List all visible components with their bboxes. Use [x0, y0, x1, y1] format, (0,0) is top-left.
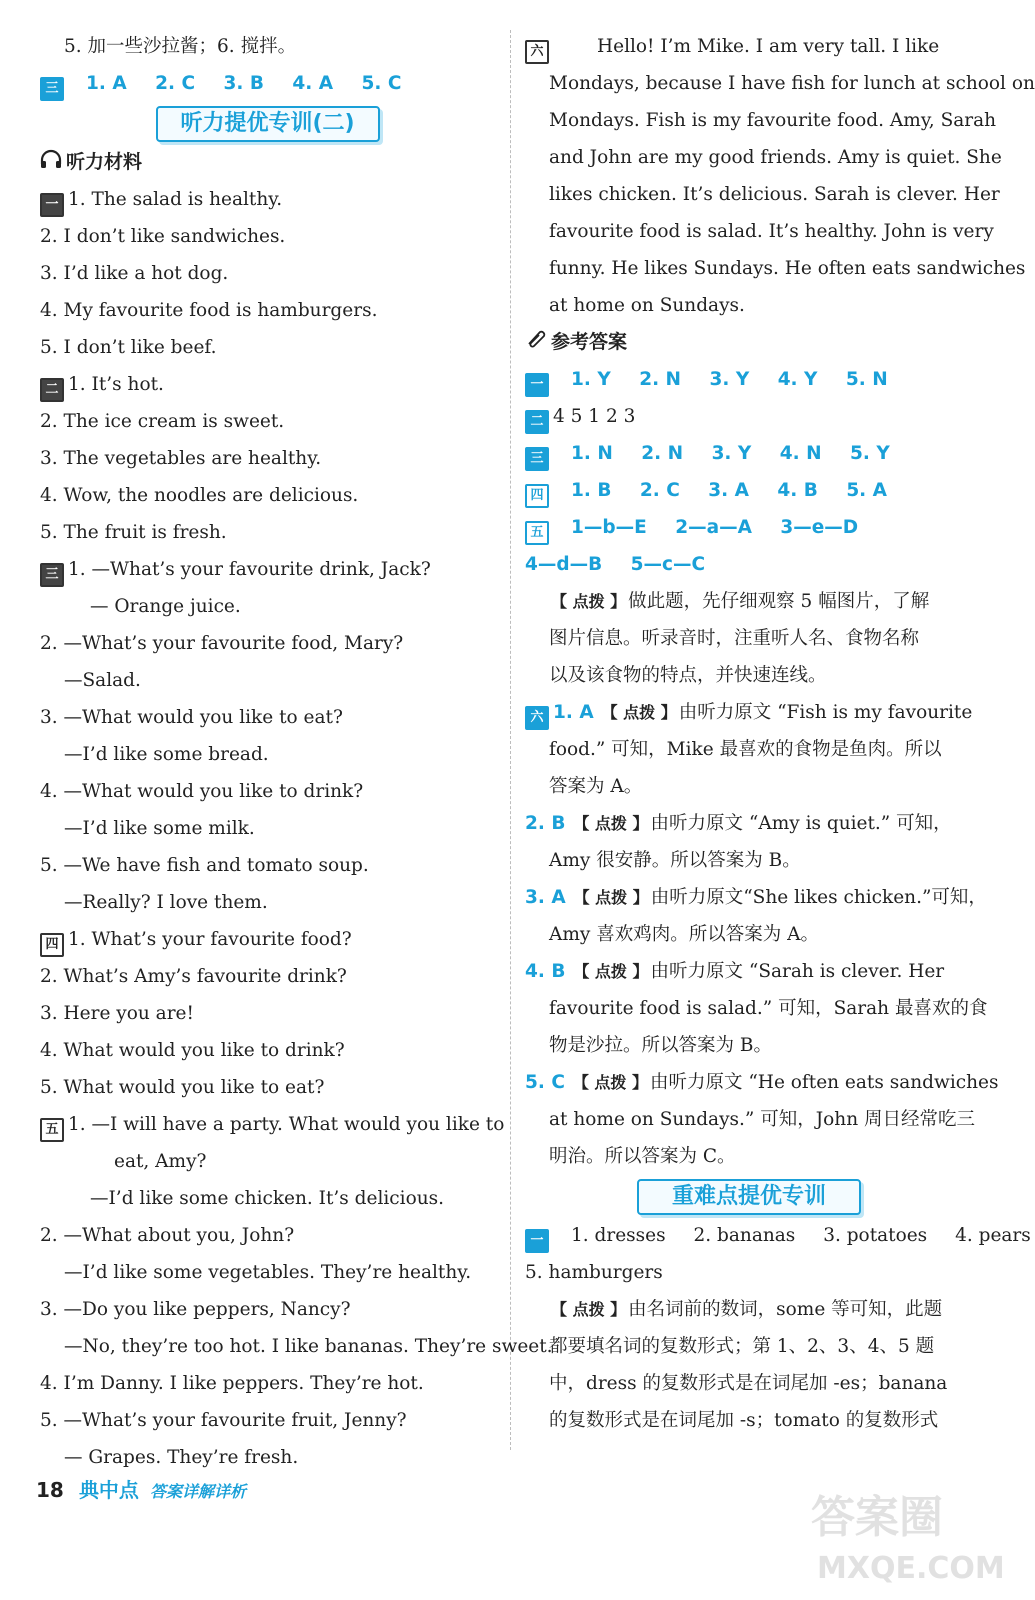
section-banner: 听力提优专训(二) [156, 106, 380, 142]
answer-item: 2. bananas [693, 1225, 796, 1246]
tip-line [525, 805, 973, 842]
list-item: — Orange juice. [90, 596, 241, 617]
answer-item: 1. B [571, 480, 612, 501]
answer-item: 4. pears [955, 1225, 1031, 1246]
list-item: —No, they’re too hot. I like bananas. They’re sweet. [64, 1336, 553, 1357]
line-text: 1. What’s your favourite food? [68, 929, 352, 950]
list-item: 2. I don’t like sandwiches. [40, 226, 286, 247]
answer-row [525, 1217, 1031, 1254]
list-item: and John are my good friends. Amy is quiet. She [549, 147, 1002, 168]
answer-item: 3. Y [711, 443, 752, 464]
list-item: 3. I’d like a hot dog. [40, 263, 229, 284]
tip-line: 都要填名词的复数形式；第 1、2、3、4、5 题 [549, 1336, 935, 1357]
list-item: eat, Amy? [114, 1151, 207, 1172]
tip-label: 【 点拨 】 [573, 888, 649, 907]
paperclip-icon [525, 324, 551, 361]
tip-line: at home on Sundays.” 可知，John 周日经常吃三 [549, 1109, 976, 1130]
text-line: 5. 加一些沙拉酱；6. 搅拌。 [64, 36, 297, 57]
answer-item: 4. N [779, 443, 822, 464]
answer-item: 5—c—C [630, 554, 706, 575]
list-item: 4. Wow, the noodles are delicious. [40, 485, 359, 506]
answer-item: 1. dresses [571, 1225, 666, 1246]
list-item: likes chicken. It’s delicious. Sarah is clever. Her [549, 184, 1000, 205]
answer-row [525, 398, 973, 435]
list-item [40, 551, 495, 588]
answer-item: 2. N [641, 443, 684, 464]
answer-item: 3. Y [709, 369, 750, 390]
list-item [40, 366, 495, 403]
right-column [525, 28, 1035, 1439]
answer-item: 3. potatoes [823, 1225, 928, 1246]
answer-item: 1. A [86, 73, 127, 94]
tip-text: 由听力原文 “Fish is my favourite [678, 702, 973, 723]
list-item: favourite food is salad. It’s healthy. John is very [549, 221, 994, 242]
section-mark: 一 [40, 193, 64, 217]
tip-label: 【 点拨 】 [601, 703, 677, 722]
tip-line [525, 694, 973, 731]
tip-text: 做此题，先仔细观察 5 幅图片，了解 [628, 591, 930, 612]
tip-line [525, 583, 973, 620]
answer-item: 1—b—E [571, 517, 647, 538]
answer-item: 4. A [292, 73, 334, 94]
tip-line: 图片信息。听录音时，注重听人名、食物名称 [549, 628, 920, 649]
section-mark: 三 [525, 447, 549, 471]
answer-row [525, 472, 973, 509]
answer-item: 1. N [571, 443, 613, 464]
watermark-text: 答案圈 [811, 1492, 943, 1543]
tip-text: 由听力原文 “He often eats sandwiches [649, 1072, 999, 1093]
tip-line [525, 1291, 973, 1328]
list-item [40, 181, 495, 218]
section-mark: 四 [40, 933, 64, 957]
tip-label: 【 点拨 】 [551, 592, 627, 611]
tip-text: 由听力原文 “Sarah is clever. Her [650, 961, 945, 982]
tip-line: food.” 可知，Mike 最喜欢的食物是鱼肉。所以 [549, 739, 942, 760]
answer-item: 3. A [708, 480, 749, 501]
brand-logo: 典中点 [78, 1478, 139, 1502]
section-title-text: 参考答案 [551, 331, 628, 353]
answer-item: 4. Y [777, 369, 818, 390]
section-title [525, 324, 973, 361]
answer-item: 2. C [639, 480, 680, 501]
list-item: 5. The fruit is fresh. [40, 522, 227, 543]
list-item: at home on Sundays. [549, 295, 745, 316]
list-item: 2. —What about you, John? [40, 1225, 295, 1246]
page-number: 18 [36, 1478, 64, 1502]
section-title-text: 听力材料 [66, 151, 143, 173]
list-item: —I’d like some chicken. It’s delicious. [90, 1188, 445, 1209]
answer-item: 5. Y [850, 443, 890, 464]
section-mark: 五 [525, 521, 549, 545]
list-item: 4. —What would you like to drink? [40, 781, 364, 802]
list-item: —Salad. [64, 670, 141, 691]
answer-item: 1. Y [571, 369, 611, 390]
list-item: 5. I don’t like beef. [40, 337, 217, 358]
answer-row [40, 65, 495, 102]
tip-line [525, 953, 973, 990]
list-item: 3. The vegetables are healthy. [40, 448, 322, 469]
answer-item: 5. C [361, 73, 402, 94]
list-item: 5. What would you like to eat? [40, 1077, 325, 1098]
answer-item: 4. B [777, 480, 818, 501]
answer-item: 5. N [845, 369, 888, 390]
list-item: Mondays, because I have fish for lunch at school on [549, 73, 1035, 94]
tip-label: 【 点拨 】 [573, 814, 649, 833]
answer-row [525, 435, 973, 472]
list-item: 4. What would you like to drink? [40, 1040, 345, 1061]
line-text: 1. —I will have a party. What would you like to [68, 1114, 505, 1135]
list-item [525, 28, 973, 65]
footer-text: 答案详解详析 [150, 1482, 247, 1501]
answer-row [525, 361, 973, 398]
column-divider [510, 30, 511, 1450]
tip-label: 【 点拨 】 [573, 962, 649, 981]
list-item: 4. My favourite food is hamburgers. [40, 300, 378, 321]
tip-line: Amy 很安静。所以答案为 B。 [549, 850, 801, 871]
section-mark: 三 [40, 77, 64, 101]
tip-line: 答案为 A。 [549, 776, 643, 797]
answer-row [525, 509, 973, 546]
answer-item: 1. A [553, 702, 594, 723]
section-mark: 六 [525, 40, 549, 64]
list-item: funny. He likes Sundays. He often eats sandwiches [549, 258, 1026, 279]
list-item: — Grapes. They’re fresh. [64, 1447, 299, 1468]
headphones-icon [40, 144, 66, 181]
answer-item: 3. A [525, 887, 566, 908]
list-item: 3. —Do you like peppers, Nancy? [40, 1299, 351, 1320]
answer-item: 3. B [223, 73, 264, 94]
list-item: 2. —What’s your favourite food, Mary? [40, 633, 404, 654]
list-item [40, 1106, 505, 1143]
section-mark: 一 [525, 1229, 549, 1253]
tip-label: 【 点拨 】 [572, 1073, 648, 1092]
tip-line: Amy 喜欢鸡肉。所以答案为 A。 [549, 924, 819, 945]
line-text: 1. —What’s your favourite drink, Jack? [68, 559, 431, 580]
answer-item: 4—d—B [525, 554, 603, 575]
answer-row: 5. hamburgers [525, 1262, 663, 1283]
answer-item: 2. C [155, 73, 196, 94]
list-item [40, 921, 495, 958]
tip-line [525, 1064, 999, 1101]
line-text: Hello! I’m Mike. I am very tall. I like [597, 36, 940, 57]
tip-line: 以及该食物的特点，并快速连线。 [549, 665, 827, 686]
list-item: —I’d like some bread. [64, 744, 269, 765]
tip-text: 由名词前的数词，some 等可知，此题 [628, 1299, 943, 1320]
list-item: 3. Here you are! [40, 1003, 194, 1024]
tip-line: 的复数形式是在词尾加 -s；tomato 的复数形式 [549, 1410, 939, 1431]
section-mark: 二 [40, 378, 64, 402]
section-banner: 重难点提优专训 [637, 1179, 861, 1215]
answer-item: 2. B [525, 813, 566, 834]
answer-item: 3—e—D [780, 517, 859, 538]
tip-text: 由听力原文 “Amy is quiet.” 可知， [650, 813, 952, 834]
list-item: 5. —What’s your favourite fruit, Jenny? [40, 1410, 407, 1431]
line-text: 1. It’s hot. [68, 374, 164, 395]
watermark-logo [801, 1480, 1011, 1590]
list-item: 5. —We have fish and tomato soup. [40, 855, 369, 876]
answer-item: 5. C [525, 1072, 565, 1093]
section-mark: 一 [525, 373, 549, 397]
line-text: 1. The salad is healthy. [68, 189, 283, 210]
tip-text: 由听力原文“She likes chicken.”可知， [650, 887, 987, 908]
list-item: —Really? I love them. [64, 892, 268, 913]
answer-item: 4. B [525, 961, 566, 982]
section-mark: 二 [525, 410, 549, 434]
page-footer [36, 1474, 246, 1508]
list-item: —I’d like some milk. [64, 818, 255, 839]
answer-row [525, 546, 973, 583]
list-item: 2. What’s Amy’s favourite drink? [40, 966, 347, 987]
tip-line: 中，dress 的复数形式是在词尾加 -es；banana [549, 1373, 948, 1394]
list-item: 3. —What would you like to eat? [40, 707, 343, 728]
list-item: 4. I’m Danny. I like peppers. They’re hot. [40, 1373, 424, 1394]
answer-item: 2—a—A [675, 517, 752, 538]
list-item: 2. The ice cream is sweet. [40, 411, 285, 432]
section-mark: 六 [525, 706, 549, 730]
tip-line: 物是沙拉。所以答案为 B。 [549, 1035, 772, 1056]
section-mark: 四 [525, 484, 549, 508]
section-title [40, 144, 495, 181]
answer-item: 4 5 1 2 3 [553, 406, 636, 427]
watermark-url: MXQE.COM [817, 1551, 1005, 1586]
section-mark: 三 [40, 563, 64, 587]
section-mark: 五 [40, 1118, 64, 1142]
tip-line: 明治。所以答案为 C。 [549, 1146, 736, 1167]
answer-item: 5. A [846, 480, 887, 501]
tip-line [525, 879, 987, 916]
answer-item: 2. N [639, 369, 682, 390]
list-item: Mondays. Fish is my favourite food. Amy, Sarah [549, 110, 997, 131]
tip-label: 【 点拨 】 [551, 1300, 627, 1319]
tip-line: favourite food is salad.” 可知，Sarah 最喜欢的食 [549, 998, 988, 1019]
list-item: —I’d like some vegetables. They’re healthy. [64, 1262, 472, 1283]
